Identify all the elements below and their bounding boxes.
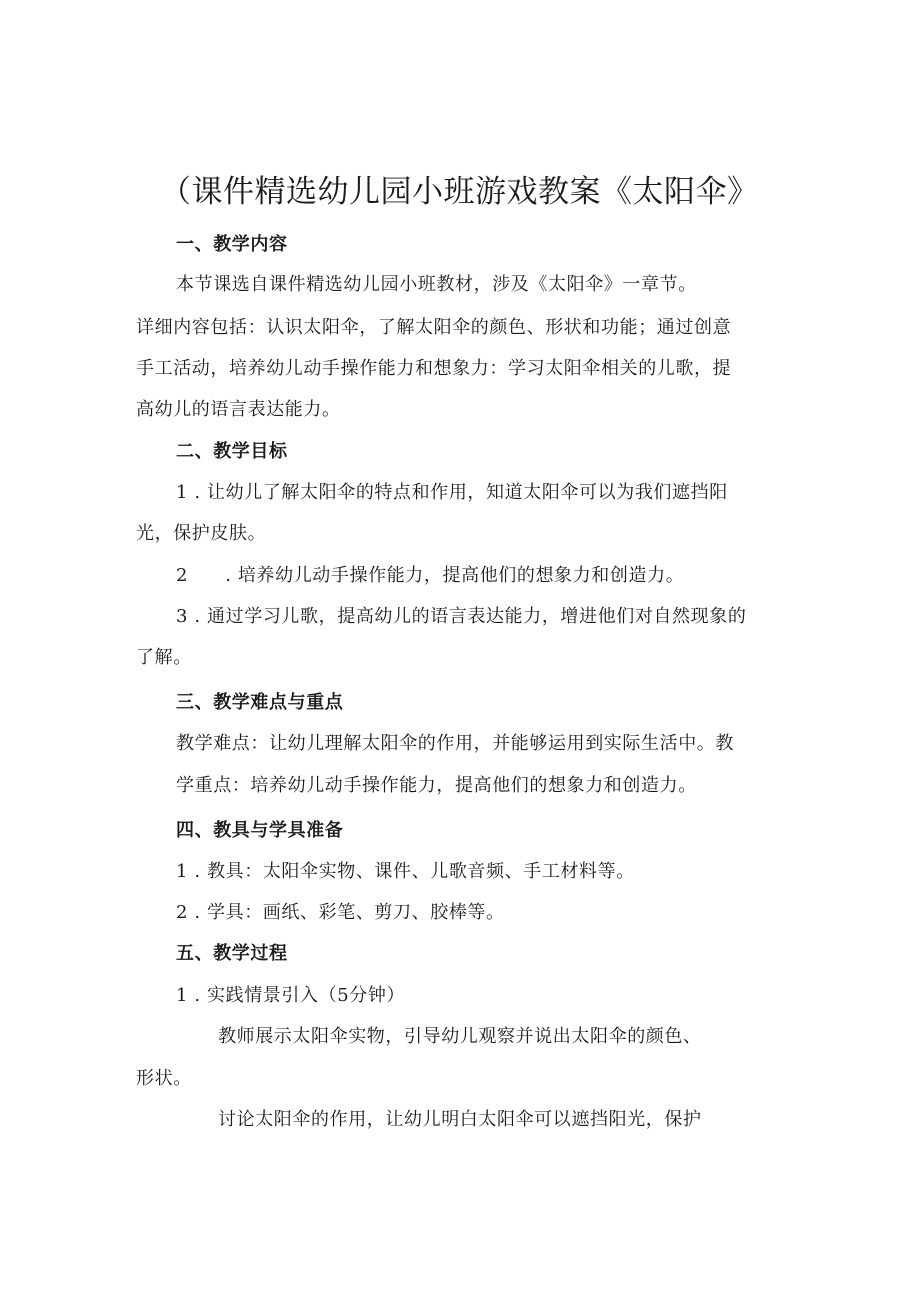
paragraph-line: 本节课选自课件精选幼儿园小班教材，涉及《太阳伞》一章节。 <box>176 274 697 295</box>
paragraph-line: 学重点：培养幼儿动手操作能力，提高他们的想象力和创造力。 <box>176 775 697 796</box>
list-item-line: 1 . 实践情景引入（5分钟） <box>176 985 406 1006</box>
section-heading-process: 五、教学过程 <box>176 943 288 964</box>
list-item-line: 1 . 让幼儿了解太阳伞的特点和作用，知道太阳伞可以为我们遮挡阳 <box>176 482 728 503</box>
list-item-line: 1 . 教具：太阳伞实物、课件、儿歌音频、手工材料等。 <box>176 861 635 882</box>
list-item-line: 3 . 通过学习儿歌，提高幼儿的语言表达能力，增进他们对自然现象的 <box>176 606 747 627</box>
paragraph-line: 教学难点：让幼儿理解太阳伞的作用，并能够运用到实际生活中。教 <box>176 733 734 754</box>
list-item-line: 2 . 学具：画纸、彩笔、剪刀、胶棒等。 <box>176 902 505 923</box>
paragraph-line: 手工活动，培养幼儿动手操作能力和想象力：学习太阳伞相关的儿歌，提 <box>136 358 732 379</box>
paragraph-line: 讨论太阳伞的作用，让幼儿明白太阳伞可以遮挡阳光，保护 <box>218 1109 702 1130</box>
list-item-line: 了解。 <box>136 647 192 668</box>
paragraph-line: 高幼儿的语言表达能力。 <box>136 399 341 420</box>
list-item-line: 光，保护皮肤。 <box>136 523 267 544</box>
paragraph-line: 教师展示太阳伞实物，引导幼儿观察并说出太阳伞的颜色、 <box>218 1026 702 1047</box>
section-heading-content: 一、教学内容 <box>176 234 288 255</box>
section-heading-materials: 四、教具与学具准备 <box>176 820 344 841</box>
section-heading-objectives: 二、教学目标 <box>176 441 288 462</box>
paragraph-line: 形状。 <box>136 1068 192 1089</box>
paragraph-line: 详细内容包括：认识太阳伞，了解太阳伞的颜色、形状和功能；通过创意 <box>136 317 732 338</box>
document-title: （课件精选幼儿园小班游戏教案《太阳伞》 <box>160 174 759 210</box>
section-heading-keypoints: 三、教学难点与重点 <box>176 692 344 713</box>
list-item-line: 2 . 培养幼儿动手操作能力，提高他们的想象力和创造力。 <box>176 565 685 586</box>
